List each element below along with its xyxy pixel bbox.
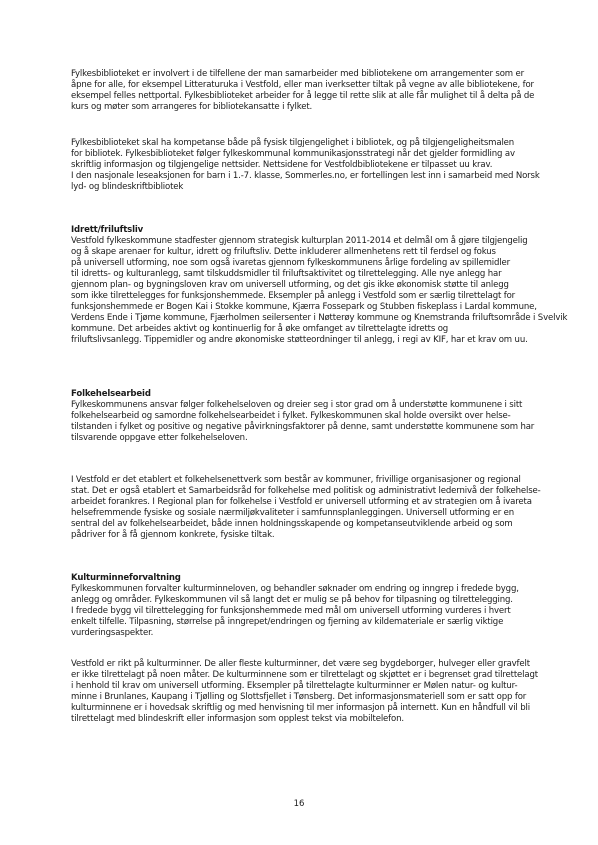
text-line: tilstanden i fylket og positive og negative påvirkningsfaktorer på denne, samt understøtte kommunene som har xyxy=(71,422,535,432)
text-line: Fylkeskommunen forvalter kulturminneloven, og behandler søknader om endring og inngrep i fredede bygg, xyxy=(71,584,519,594)
text-line: folkehelsearbeid og samordne folkehelsearbeidet i fylket. Fylkeskommunen skal holde oversikt over helse- xyxy=(71,411,511,421)
page-number: 16 xyxy=(293,799,305,809)
text-line: for bibliotek. Fylkesbiblioteket følger fylkeskommunal kommunikasjonsstrategi når det gjelder formidling av xyxy=(71,149,515,159)
paragraph-fylkesbiblioteket-kompetanse xyxy=(71,138,571,193)
text-line: I Vestfold er det etablert et folkehelsenettverk som består av kommuner, frivillige organisasjoner og regional xyxy=(71,475,521,485)
text-line: Fylkesbiblioteket er involvert i de tilfellene der man samarbeider med bibliotekene om arrangementer som er xyxy=(71,69,525,79)
text-line: på universell utforming, noe som også ivaretas gjennom fylkeskommunens årlige fordeling av spillemidler xyxy=(71,258,510,268)
paragraph-kulturminner xyxy=(71,659,571,725)
text-line: gjennom plan- og bygningsloven krav om universell utforming, og det gis ikke økonomisk støtte til anlegg xyxy=(71,280,509,290)
text-line: arbeidet forankres. I Regional plan for folkehelse i Vestfold er universell utforming et av strategien om å ivareta xyxy=(71,497,532,507)
text-line: Vestfold er rikt på kulturminner. De aller fleste kulturminner, det være seg bygdeborger, hulveger eller gravfelt xyxy=(71,659,530,669)
text-line: kulturminnene er i hovedsak skriftlig og med henvisning til mer informasjon på internett. Kun en håndfull vil bli xyxy=(71,703,530,713)
section-heading: Kulturminneforvaltning xyxy=(71,573,181,583)
text-line: pådriver for å få gjennom konkrete, fysiske tiltak. xyxy=(71,530,275,540)
text-line: Vestfold fylkeskommune stadfester gjennom strategisk kulturplan 2011-2014 et delmål om å gjøre tilgjengelig xyxy=(71,236,528,246)
section-heading: Idrett/friluftsliv xyxy=(71,225,144,235)
text-line: friluftslivsanlegg. Tippemidler og andre økonomiske støtteordninger til anlegg, i regi av KIF, har et krav om uu. xyxy=(71,335,528,345)
text-line: tilrettelagt med blindeskrift eller informasjon som opplest tekst via mobiltelefon. xyxy=(71,714,404,724)
section-heading: Folkehelsearbeid xyxy=(71,389,151,399)
section-folkehelsearbeid xyxy=(71,389,571,444)
section-idrett-friluftsliv xyxy=(71,225,571,346)
paragraph-fylkesbiblioteket-arrangementer xyxy=(71,69,571,113)
text-line: lyd- og blindeskriftbibliotek xyxy=(71,182,184,192)
text-line: kurs og møter som arrangeres for bibliotekansatte i fylket. xyxy=(71,102,313,112)
text-line: åpne for alle, for eksempel Litteraturuka i Vestfold, eller man iverksetter tiltak på vegne av alle bibliotekene, for xyxy=(71,80,534,90)
text-line: er ikke tilrettelagt på noen måter. De kulturminnene som er tilrettelagt og skjøttet er i begrenset grad tilrettelagt xyxy=(71,670,538,680)
text-line: til idretts- og kulturanlegg, samt tilskuddsmidler til friluftsaktivitet og tilrettelegging. Alle nye anlegg har xyxy=(71,269,502,279)
text-line: funksjonshemmede er Bogen Kai i Stokke kommune, Kjærra Fossepark og Stubben fiskeplass i Lardal kommune, xyxy=(71,302,537,312)
text-line: Fylkesbiblioteket skal ha kompetanse både på fysisk tilgjengelighet i bibliotek, og på tilgjengeligheitsmalen xyxy=(71,138,515,148)
text-line: minne i Brunlanes, Kaupang i Tjølling og Slottsfjellet i Tønsberg. Det informasjonsmateriell som er satt opp for xyxy=(71,692,527,702)
text-line: og å skape arenaer for kultur, idrett og friluftsliv. Dette inkluderer allmenhetens rett til ferdsel og fokus xyxy=(71,247,496,257)
text-line: I den nasjonale leseaksjonen for barn i 1.-7. klasse, Sommerles.no, er fortellingen lest inn i samarbeid med Norsk xyxy=(71,171,540,181)
text-line: enkelt tilfelle. Tilpasning, størrelse på inngrepet/endringen og fjerning av kildemateriale er særlig viktige xyxy=(71,617,504,627)
text-line: I fredede bygg vil tilrettelegging for funksjonshemmede med mål om universell utforming vurderes i hvert xyxy=(71,606,511,616)
text-line: Verdens Ende i Tjøme kommune, Fjærholmen seilersenter i Nøtterøy kommune og Knemstranda friluftsområde i Svelvik kommune. Det arbeides aktivt og kontinuerlig for å øke omfanget av tilrettelagte idretts og xyxy=(71,313,568,334)
text-line: sentral del av folkehelsearbeidet, både innen holdningsskapende og kompetanseutviklende arbeid og som xyxy=(71,519,513,529)
text-line: vurderingsaspekter. xyxy=(71,628,154,638)
text-line: helsefremmende fysiske og sosiale nærmiljøkvaliteter i samfunnsplanleggingen. Universell utforming er en xyxy=(71,508,514,518)
text-line: tilsvarende oppgave etter folkehelseloven. xyxy=(71,433,248,443)
text-line: i henhold til krav om universell utforming. Eksempler på tilrettelagte kulturminner er Mølen natur- og kultur- xyxy=(71,681,518,691)
paragraph-folkehelsenettverk xyxy=(71,475,571,541)
text-line: eksempel felles nettportal. Fylkesbiblioteket arbeider for å legge til rette slik at alle får mulighet til å delta på de xyxy=(71,91,535,101)
text-line: anlegg og områder. Fylkeskommunen vil så langt det er mulig se på behov for tilpasning og tilrettelegging. xyxy=(71,595,513,605)
text-line: som ikke tilrettelegges for funksjonshemmede. Eksempler på anlegg i Vestfold som er særlig tilrettelagt for xyxy=(71,291,516,301)
text-line: skriftlig informasjon og tilgjengelige nettsider. Nettsidene for Vestfoldbibliotekene er tilpasset uu krav. xyxy=(71,160,493,170)
text-line: stat. Det er også etablert et Samarbeidsråd for folkehelse med politisk og administrativt ledernivå der folkehelse- xyxy=(71,486,541,496)
section-kulturminneforvaltning xyxy=(71,573,571,639)
text-line: Fylkeskommunens ansvar følger folkehelseloven og dreier seg i stor grad om å understøtte kommunene i sitt xyxy=(71,400,523,410)
